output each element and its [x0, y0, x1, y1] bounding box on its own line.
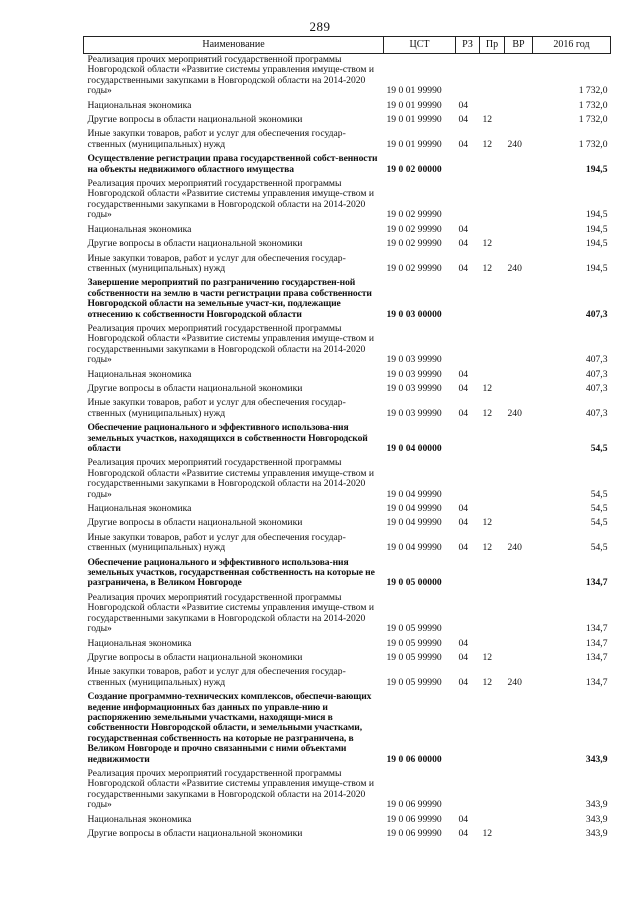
row-name: Национальная экономика	[87, 368, 192, 380]
row-name: Другие вопросы в области национальной экономики	[87, 382, 303, 394]
row-sum: 407,3	[585, 407, 608, 419]
row-vr	[505, 153, 533, 178]
row-vr: 240	[507, 262, 522, 274]
row-vr	[505, 277, 533, 323]
table-row	[84, 323, 611, 369]
row-vr	[505, 323, 533, 369]
row-cst: 19 0 01 99990	[386, 99, 442, 111]
table-row	[84, 638, 611, 652]
row-name: Иные закупки товаров, работ и услуг для обеспечения государ-ственных (муниципальных) нужд	[87, 531, 346, 554]
row-pr: 12	[482, 651, 493, 663]
row-rz: 04	[458, 637, 469, 649]
row-vr	[505, 652, 533, 666]
row-rz: 04	[458, 503, 469, 515]
row-sum: 343,9	[585, 813, 608, 825]
row-sum: 194,5	[585, 163, 608, 175]
row-cst: 19 0 03 00000	[386, 308, 442, 320]
row-cst: 19 0 05 99990	[386, 623, 442, 635]
row-name: Национальная экономика	[87, 223, 192, 235]
row-cst: 19 0 03 99990	[386, 407, 442, 419]
table-row	[84, 557, 611, 592]
row-rz	[456, 557, 480, 592]
row-pr: 12	[482, 517, 493, 529]
row-name: Обеспечение рационального и эффективного использова-ния земельных участков, государственная собственность на которые не разграничена, в Великом Новгороде	[87, 556, 375, 589]
row-sum: 343,9	[585, 828, 608, 839]
row-pr	[480, 369, 505, 383]
row-pr: 12	[482, 114, 493, 126]
row-vr: 240	[507, 542, 522, 554]
row-rz	[456, 691, 480, 768]
row-name: Реализация прочих мероприятий государственной программы Новгородской области «Развитие системы управления имуще-ством и государственными закупками в Новгородской области на 2014-2020 годы»	[87, 54, 375, 97]
row-sum: 134,7	[585, 651, 608, 663]
row-pr: 12	[482, 407, 493, 419]
table-row	[84, 768, 611, 814]
row-rz: 04	[458, 542, 469, 554]
table-row	[84, 153, 611, 178]
row-cst: 19 0 04 99990	[386, 503, 442, 515]
row-name: Другие вопросы в области национальной экономики	[87, 238, 303, 250]
row-cst: 19 0 04 99990	[386, 488, 442, 500]
table-row	[84, 691, 611, 768]
row-vr	[505, 54, 533, 100]
row-pr	[480, 503, 505, 517]
row-sum: 343,9	[585, 753, 608, 765]
row-name: Иные закупки товаров, работ и услуг для обеспечения государ-ственных (муниципальных) нужд	[87, 252, 346, 274]
row-rz	[456, 457, 480, 503]
row-name: Осуществление регистрации права государственной собст-венности на объекты недвижимого областного имущества	[87, 153, 378, 175]
row-sum: 1 732,0	[578, 85, 608, 97]
row-vr: 240	[507, 676, 522, 688]
row-name: Национальная экономика	[87, 99, 192, 111]
row-pr	[480, 277, 505, 323]
table-row	[84, 828, 611, 842]
table-row	[84, 178, 611, 224]
row-name: Реализация прочих мероприятий государственной программы Новгородской области «Развитие системы управления имуще-ством и государственными закупками в Новгородской области на 2014-2020 годы»	[87, 178, 375, 221]
row-rz: 04	[458, 114, 469, 126]
row-name: Иные закупки товаров, работ и услуг для обеспечения государ-ственных (муниципальных) нужд	[87, 397, 346, 419]
row-vr	[505, 814, 533, 828]
table-row	[84, 238, 611, 252]
row-name: Другие вопросы в области национальной экономики	[87, 517, 303, 529]
row-name: Национальная экономика	[87, 813, 192, 825]
header-vr: ВР	[505, 37, 533, 54]
row-name: Обеспечение рационального и эффективного использова-ния земельных участков, находящихся в собственности Новгородской области	[87, 422, 368, 454]
row-sum: 54,5	[590, 503, 608, 515]
row-sum: 1 732,0	[578, 114, 608, 126]
row-vr	[505, 178, 533, 224]
row-rz: 04	[458, 223, 469, 235]
row-vr	[505, 638, 533, 652]
row-sum: 343,9	[585, 799, 608, 811]
row-cst: 19 0 03 99990	[386, 382, 442, 394]
row-cst: 19 0 01 99990	[386, 138, 442, 150]
row-name: Другие вопросы в области национальной экономики	[87, 828, 303, 839]
row-cst: 19 0 04 00000	[386, 443, 442, 454]
table-row	[84, 457, 611, 503]
row-sum: 407,3	[585, 354, 608, 366]
table-row	[84, 383, 611, 397]
row-pr: 12	[482, 676, 493, 688]
row-rz	[456, 592, 480, 638]
row-rz: 04	[458, 238, 469, 250]
row-pr: 12	[482, 828, 493, 839]
row-sum: 54,5	[590, 542, 608, 554]
row-sum: 194,5	[585, 223, 608, 235]
table-row	[84, 397, 611, 422]
row-cst: 19 0 05 00000	[386, 577, 442, 589]
row-vr	[505, 238, 533, 252]
row-rz: 04	[458, 138, 469, 150]
row-rz: 04	[458, 368, 469, 380]
row-pr	[480, 814, 505, 828]
row-pr: 12	[482, 138, 493, 150]
row-sum: 194,5	[585, 209, 608, 221]
row-cst: 19 0 01 99990	[386, 114, 442, 126]
row-sum: 194,5	[585, 262, 608, 274]
row-cst: 19 0 02 99990	[386, 238, 442, 250]
row-sum: 134,7	[585, 577, 608, 589]
row-pr	[480, 768, 505, 814]
row-rz	[456, 178, 480, 224]
table-header-row	[84, 37, 611, 54]
row-vr	[505, 691, 533, 768]
row-rz: 04	[458, 651, 469, 663]
row-cst: 19 0 02 99990	[386, 262, 442, 274]
row-pr	[480, 178, 505, 224]
row-cst: 19 0 06 99990	[386, 813, 442, 825]
row-rz: 04	[458, 262, 469, 274]
row-pr	[480, 691, 505, 768]
row-pr	[480, 457, 505, 503]
table-row	[84, 532, 611, 557]
header-year: 2016 год	[533, 37, 611, 54]
row-rz	[456, 768, 480, 814]
header-rz: РЗ	[456, 37, 480, 54]
row-pr	[480, 422, 505, 457]
table-row	[84, 369, 611, 383]
row-rz: 04	[458, 517, 469, 529]
row-name: Иные закупки товаров, работ и услуг для обеспечения государ-ственных (муниципальных) нужд	[87, 128, 346, 150]
row-vr	[505, 768, 533, 814]
row-name: Создание программно-технических комплексов, обеспечи-вающих ведение информационных баз данных по управле-нию и распоряжению земельными участками, находящи-мися в собственности Новгородской области, и земельными участками, государственная собственность на которые не разграничена, в Великом Новгороде и прочно связанными с ними объектами недвижимости	[87, 691, 372, 765]
row-rz: 04	[458, 99, 469, 111]
row-rz	[456, 323, 480, 369]
row-pr	[480, 557, 505, 592]
row-pr	[480, 100, 505, 114]
row-cst: 19 0 02 99990	[386, 209, 442, 221]
page-number: 289	[309, 19, 331, 34]
row-pr	[480, 224, 505, 238]
row-cst: 19 0 06 99990	[386, 799, 442, 811]
row-vr	[505, 557, 533, 592]
row-pr	[480, 323, 505, 369]
row-sum: 134,7	[585, 623, 608, 635]
table-row	[84, 100, 611, 114]
row-vr	[505, 114, 533, 128]
row-vr: 240	[507, 407, 522, 419]
header-name: Наименование	[84, 37, 384, 54]
row-rz: 04	[458, 828, 469, 839]
row-cst: 19 0 06 99990	[386, 828, 442, 839]
row-rz	[456, 422, 480, 457]
table-body	[84, 54, 611, 843]
row-sum: 1 732,0	[578, 99, 608, 111]
row-pr	[480, 54, 505, 100]
row-rz	[456, 153, 480, 178]
row-vr	[505, 100, 533, 114]
table-row	[84, 128, 611, 153]
header-pr: Пр	[480, 37, 505, 54]
row-vr	[505, 224, 533, 238]
row-sum: 1 732,0	[578, 138, 608, 150]
row-vr	[505, 369, 533, 383]
row-pr	[480, 592, 505, 638]
row-cst: 19 0 04 99990	[386, 517, 442, 529]
row-vr	[505, 422, 533, 457]
table-row	[84, 666, 611, 691]
row-cst: 19 0 03 99990	[386, 368, 442, 380]
row-vr	[505, 503, 533, 517]
row-cst: 19 0 05 99990	[386, 637, 442, 649]
row-rz: 04	[458, 382, 469, 394]
row-sum: 134,7	[585, 676, 608, 688]
budget-table	[83, 36, 611, 842]
table-row	[84, 277, 611, 323]
row-name: Национальная экономика	[87, 503, 192, 515]
row-name: Реализация прочих мероприятий государственной программы Новгородской области «Развитие системы управления имуще-ством и государственными закупками в Новгородской области на 2014-2020 годы»	[87, 322, 375, 366]
row-pr: 12	[482, 262, 493, 274]
row-name: Другие вопросы в области национальной экономики	[87, 114, 303, 126]
row-rz	[456, 54, 480, 100]
table-row	[84, 224, 611, 238]
row-cst: 19 0 04 99990	[386, 542, 442, 554]
row-sum: 407,3	[585, 368, 608, 380]
row-pr	[480, 638, 505, 652]
row-sum: 407,3	[585, 382, 608, 394]
row-name: Другие вопросы в области национальной экономики	[87, 651, 303, 663]
table-row	[84, 814, 611, 828]
table-row	[84, 253, 611, 278]
table-row	[84, 503, 611, 517]
row-pr: 12	[482, 542, 493, 554]
row-cst: 19 0 03 99990	[386, 354, 442, 366]
row-cst: 19 0 02 00000	[386, 163, 442, 175]
row-vr	[505, 383, 533, 397]
row-cst: 19 0 05 99990	[386, 676, 442, 688]
table-row	[84, 54, 611, 100]
row-vr: 240	[507, 138, 522, 150]
row-cst: 19 0 01 99990	[386, 85, 442, 97]
row-name: Завершение мероприятий по разграничению государствен-ной собственности на землю в части регистрации права собственности Новгородской области на земельные участ-ки, подлежащие отнесению к собственности Новгородской области	[87, 277, 372, 320]
row-sum: 194,5	[585, 238, 608, 250]
table-row	[84, 517, 611, 531]
row-cst: 19 0 05 99990	[386, 651, 442, 663]
row-vr	[505, 457, 533, 503]
table-row	[84, 592, 611, 638]
row-vr	[505, 592, 533, 638]
row-sum: 134,7	[585, 637, 608, 649]
row-name: Реализация прочих мероприятий государственной программы Новгородской области «Развитие системы управления имуще-ством и государственными закупками в Новгородской области на 2014-2020 годы»	[87, 591, 375, 635]
table-row	[84, 652, 611, 666]
row-name: Реализация прочих мероприятий государственной программы Новгородской области «Развитие системы управления имуще-ством и государственными закупками в Новгородской области на 2014-2020 годы»	[87, 457, 375, 500]
row-sum: 54,5	[590, 488, 608, 500]
table-row	[84, 114, 611, 128]
row-name: Национальная экономика	[87, 637, 192, 649]
row-sum: 54,5	[590, 517, 608, 529]
row-vr	[505, 828, 533, 842]
row-rz: 04	[458, 813, 469, 825]
row-vr	[505, 517, 533, 531]
row-rz: 04	[458, 676, 469, 688]
header-cst: ЦСТ	[384, 37, 456, 54]
row-pr	[480, 153, 505, 178]
row-cst: 19 0 02 99990	[386, 223, 442, 235]
row-pr: 12	[482, 382, 493, 394]
row-pr: 12	[482, 238, 493, 250]
row-cst: 19 0 06 00000	[386, 753, 442, 765]
row-sum: 54,5	[590, 443, 608, 454]
row-rz	[456, 277, 480, 323]
row-sum: 407,3	[585, 308, 608, 320]
row-name: Иные закупки товаров, работ и услуг для обеспечения государ-ственных (муниципальных) нужд	[87, 666, 346, 688]
table-row	[84, 422, 611, 457]
row-rz: 04	[458, 407, 469, 419]
row-name: Реализация прочих мероприятий государственной программы Новгородской области «Развитие системы управления имуще-ством и государственными закупками в Новгородской области на 2014-2020 годы»	[87, 767, 375, 811]
